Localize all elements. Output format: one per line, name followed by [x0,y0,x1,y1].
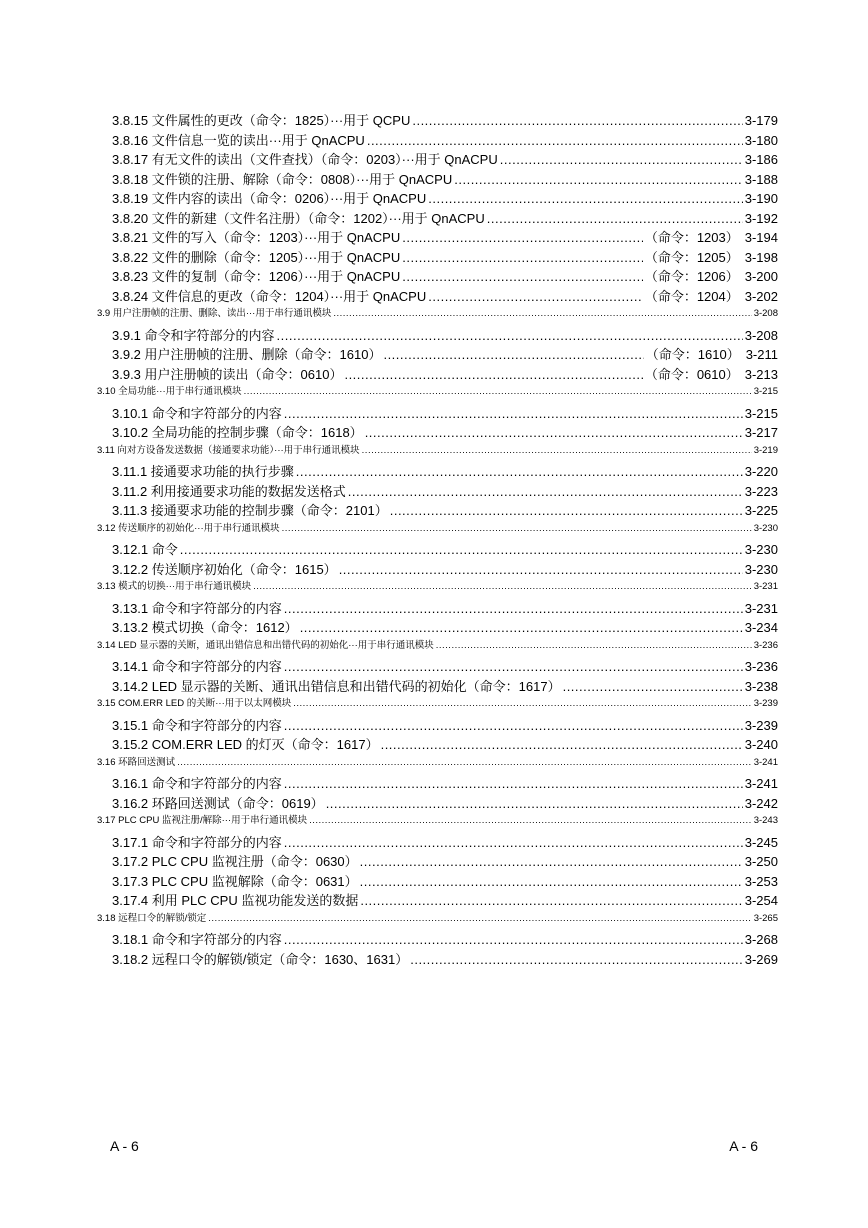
toc-entry[interactable] [97,442,778,456]
toc-entry-page-number: 3-198 [744,249,778,265]
toc-entry-page-number: 3-188 [744,171,778,187]
toc-entry-page-number: 3-240 [744,737,778,752]
toc-entry[interactable] [97,910,778,924]
toc-entry[interactable] [112,656,778,675]
dot-leader [402,250,643,265]
toc-entry-page-number: 3-250 [744,854,778,869]
toc-entry[interactable] [112,676,778,695]
toc-entry[interactable] [112,227,778,246]
dot-leader [381,737,743,752]
toc-entry-page-number: 3-213 [744,366,778,382]
toc-entry[interactable] [112,149,778,168]
toc-entry-command: （命令：1610） [645,347,740,362]
toc-entry-title: 3.15 COM.ERR LED 的关断···用于以太网模块 [97,698,292,709]
toc-entry[interactable] [112,793,778,812]
toc-entry-title: 3.8.15 文件属性的更改（命令：1825）···用于 QCPU [112,113,411,128]
toc-entry-title: 3.9.2 用户注册帧的注册、删除（命令：1610） [112,347,382,362]
toc-entry-page-number: 3-225 [744,503,778,518]
toc-entry-title: 3.11.3 接通要求功能的控制步骤（命令：2101） [112,503,388,518]
toc-entry-command: （命令：1206） [644,269,739,284]
toc-entry[interactable] [112,403,778,422]
page-number-right: A - 6 [729,1138,758,1154]
dot-leader [300,620,743,635]
toc-entry[interactable] [112,851,778,870]
dot-leader [487,211,743,226]
toc-entry-page-number: 3-268 [744,932,778,947]
dot-leader [410,952,743,967]
toc-entry-page-number: 3-192 [744,210,778,226]
toc-entry-title: 3.14 LED 显示器的关断，通讯出错信息和出错代码的初始化···用于串行通讯模块 [97,639,434,651]
toc-entry-title: 3.9 用户注册帧的注册、删除、读出···用于串行通讯模块 [97,308,332,319]
toc-entry-title: 3.13.1 命令和字符部分的内容 [112,600,282,616]
dot-leader [293,698,751,709]
toc-entry-page-number: 3-230 [753,522,778,534]
toc-entry-title: 3.17.3 PLC CPU 监视解除（命令：0631） [112,873,358,889]
toc-entry-page-number: 3-202 [744,288,778,304]
dot-leader [454,172,743,187]
toc-entry-command: （命令：1205） [644,249,739,265]
toc-entry-page-number: 3-200 [744,269,778,284]
toc-entry-page-number: 3-211 [745,347,778,362]
toc-entry-title: 3.9.1 命令和字符部分的内容 [112,327,275,343]
toc-entry-title: 3.8.21 文件的写入（命令：1203）···用于 QnACPU [112,230,401,245]
toc-entry-title: 3.8.18 文件锁的注册、解除（命令：0808）···用于 QnACPU [112,171,453,187]
toc-entry-title: 3.17 PLC CPU 监视注册/解除···用于串行通讯模块 [97,815,308,826]
toc-entry-title: 3.8.24 文件信息的更改（命令：1204）···用于 QnACPU [112,288,427,304]
dot-leader [284,601,743,616]
dot-leader [284,835,743,850]
dot-leader [282,523,752,534]
toc-entry[interactable] [112,344,778,363]
toc-entry-title: 3.16.2 环路回送测试（命令：0619） [112,795,324,811]
toc-entry[interactable] [112,110,778,129]
toc-entry-title: 3.17.2 PLC CPU 监视注册（命令：0630） [112,854,358,869]
toc-entry-page-number: 3-241 [744,776,778,791]
toc-entry[interactable] [112,500,778,519]
toc-entry-title: 3.14.1 命令和字符部分的内容 [112,659,282,674]
toc-entry[interactable] [112,617,778,636]
toc-entry[interactable] [112,364,778,383]
toc-entry[interactable] [112,715,778,734]
toc-entry-page-number: 3-186 [744,152,778,167]
toc-entry[interactable] [112,539,778,558]
dot-leader [309,815,752,826]
toc-entry-page-number: 3-220 [744,464,778,479]
dot-leader [344,367,642,382]
toc-entry-page-number: 3-230 [744,542,778,557]
toc-entry-page-number: 3-223 [744,483,778,499]
toc-entry-command: （命令：1204） [644,288,739,304]
toc-entry-title: 3.8.16 文件信息一览的读出···用于 QnACPU [112,132,365,148]
dot-leader [277,328,743,343]
toc-entry[interactable] [112,559,778,578]
toc-entry-title: 3.11.1 接通要求功能的执行步骤 [112,464,294,479]
dot-leader [284,718,743,733]
dot-leader [367,133,743,148]
toc-entry-page-number: 3-253 [744,873,778,889]
toc-entry-page-number: 3-269 [744,951,778,967]
toc-entry-title: 3.15.2 COM.ERR LED 的灯灭（命令：1617） [112,737,379,752]
toc-entry-title: 3.15.1 命令和字符部分的内容 [112,717,282,733]
toc-entry[interactable] [112,130,778,149]
dot-leader [362,445,752,456]
toc-entry-title: 3.8.23 文件的复制（命令：1206）···用于 QnACPU [112,269,401,284]
toc-entry-page-number: 3-242 [744,795,778,811]
toc-entry[interactable] [97,754,778,768]
dot-leader [412,113,742,128]
dot-leader [284,932,743,947]
toc-entry-title: 3.12.2 传送顺序初始化（命令：1615） [112,561,337,577]
toc-entry[interactable] [112,286,778,305]
toc-entry[interactable] [97,812,778,826]
toc-entry-title: 3.13 模式的切换···用于串行通讯模块 [97,581,252,592]
toc-entry-title: 3.17.1 命令和字符部分的内容 [112,834,282,850]
toc-entry-title: 3.12.1 命令 [112,542,178,557]
toc-entry-title: 3.10 全局功能···用于串行通讯模块 [97,386,242,397]
dot-leader [383,347,643,362]
toc-entry[interactable] [97,383,778,397]
toc-entry-command: （命令：1203） [644,230,739,245]
toc-entry-title: 3.8.19 文件内容的读出（命令：0206）···用于 QnACPU [112,191,427,206]
toc-entry-title: 3.9.3 用户注册帧的读出（命令：0610） [112,366,343,382]
toc-entry-page-number: 3-190 [744,191,778,206]
dot-leader [360,854,743,869]
toc-entry-page-number: 3-265 [753,912,778,924]
dot-leader [244,386,752,397]
toc-entry-page-number: 3-243 [753,815,778,826]
toc-entry-title: 3.16.1 命令和字符部分的内容 [112,776,282,791]
toc-entry-page-number: 3-239 [744,717,778,733]
dot-leader [180,542,743,557]
dot-leader [428,289,643,304]
toc-entry-page-number: 3-215 [753,386,778,397]
dot-leader [333,308,751,319]
toc-entry-page-number: 3-194 [744,230,778,245]
dot-leader [428,191,743,206]
toc-entry-title: 3.8.20 文件的新建（文件名注册）（命令：1202）···用于 QnACPU [112,210,485,226]
dot-leader [339,562,743,577]
page-number-left: A - 6 [110,1138,139,1154]
toc-entry-title: 3.8.22 文件的删除（命令：1205）···用于 QnACPU [112,249,401,265]
dot-leader [284,659,743,674]
toc-entry-page-number: 3-254 [744,893,778,908]
toc-entry[interactable] [112,773,778,792]
toc-entry[interactable] [97,520,778,534]
toc-entry-page-number: 3-234 [744,620,778,635]
dot-leader [253,581,752,592]
toc-entry-page-number: 3-241 [753,756,778,768]
dot-leader [563,679,743,694]
toc-entry-title: 3.14.2 LED 显示器的关断、通讯出错信息和出错代码的初始化（命令：1617） [112,678,561,694]
toc-entry-title: 3.18.2 远程口令的解锁/锁定（命令：1630、1631） [112,951,409,967]
toc-entry[interactable] [112,481,778,500]
dot-leader [177,757,752,768]
toc-entry-page-number: 3-179 [744,113,778,128]
toc-entry-page-number: 3-230 [744,561,778,577]
dot-leader [284,406,743,421]
toc-entry-page-number: 3-231 [753,581,778,592]
dot-leader [360,874,743,889]
toc-entry-title: 3.18 远程口令的解锁/锁定 [97,912,207,924]
toc-entry-page-number: 3-180 [744,132,778,148]
toc-entry-title: 3.16 环路回送测试 [97,756,176,768]
toc-entry-title: 3.13.2 模式切换（命令：1612） [112,620,298,635]
toc-entry-page-number: 3-236 [753,639,778,651]
toc-entry[interactable] [112,832,778,851]
toc-entry-title: 3.11 向对方设备发送数据（接通要求功能）···用于串行通讯模块 [97,444,360,456]
toc-entry[interactable] [112,422,778,441]
dot-leader [365,425,743,440]
toc-entry[interactable] [112,734,778,753]
toc-entry[interactable] [112,266,778,285]
toc-entry[interactable] [97,637,778,651]
toc-entry-title: 3.17.4 利用 PLC CPU 监视功能发送的数据 [112,893,359,908]
toc-entry[interactable] [112,188,778,207]
dot-leader [390,503,743,518]
toc-entry-page-number: 3-219 [753,444,778,456]
toc-entry[interactable] [97,305,778,319]
toc-entry-title: 3.10.1 命令和字符部分的内容 [112,405,282,421]
toc-entry-page-number: 3-238 [744,678,778,694]
toc-entry-title: 3.11.2 利用接通要求功能的数据发送格式 [112,483,346,499]
dot-leader [326,796,743,811]
dot-leader [402,269,643,284]
toc-entry-page-number: 3-208 [753,308,778,319]
toc-entry[interactable] [112,890,778,909]
dot-leader [348,484,743,499]
toc-entry[interactable] [112,598,778,617]
toc-entry-title: 3.18.1 命令和字符部分的内容 [112,932,282,947]
dot-leader [436,640,752,651]
toc-entry[interactable] [112,461,778,480]
dot-leader [402,230,643,245]
toc-entry-page-number: 3-231 [744,600,778,616]
toc-entry[interactable] [112,325,778,344]
toc-entry[interactable] [112,949,778,968]
toc-entry[interactable] [97,578,778,592]
toc-entry[interactable] [112,871,778,890]
toc-entry-command: （命令：0610） [644,366,739,382]
toc-entry-page-number: 3-236 [744,659,778,674]
toc-entry[interactable] [112,929,778,948]
toc-entry-page-number: 3-217 [744,425,778,440]
dot-leader [500,152,743,167]
toc-entry[interactable] [112,247,778,266]
toc-entry-page-number: 3-239 [753,698,778,709]
toc-entry-page-number: 3-215 [744,405,778,421]
toc-entry[interactable] [97,695,778,709]
toc-entry[interactable] [112,169,778,188]
toc-entry-title: 3.10.2 全局功能的控制步骤（命令：1618） [112,425,363,440]
dot-leader [360,893,742,908]
dot-leader [296,464,743,479]
toc-entry-title: 3.12 传送顺序的初始化···用于串行通讯模块 [97,522,280,534]
toc-entry-page-number: 3-245 [744,834,778,850]
dot-leader [284,776,743,791]
toc-entry-page-number: 3-208 [744,327,778,343]
toc-entry-title: 3.8.17 有无文件的读出（文件查找）（命令：0203）···用于 QnACPU [112,152,498,167]
dot-leader [208,913,751,924]
toc-entry[interactable] [112,208,778,227]
